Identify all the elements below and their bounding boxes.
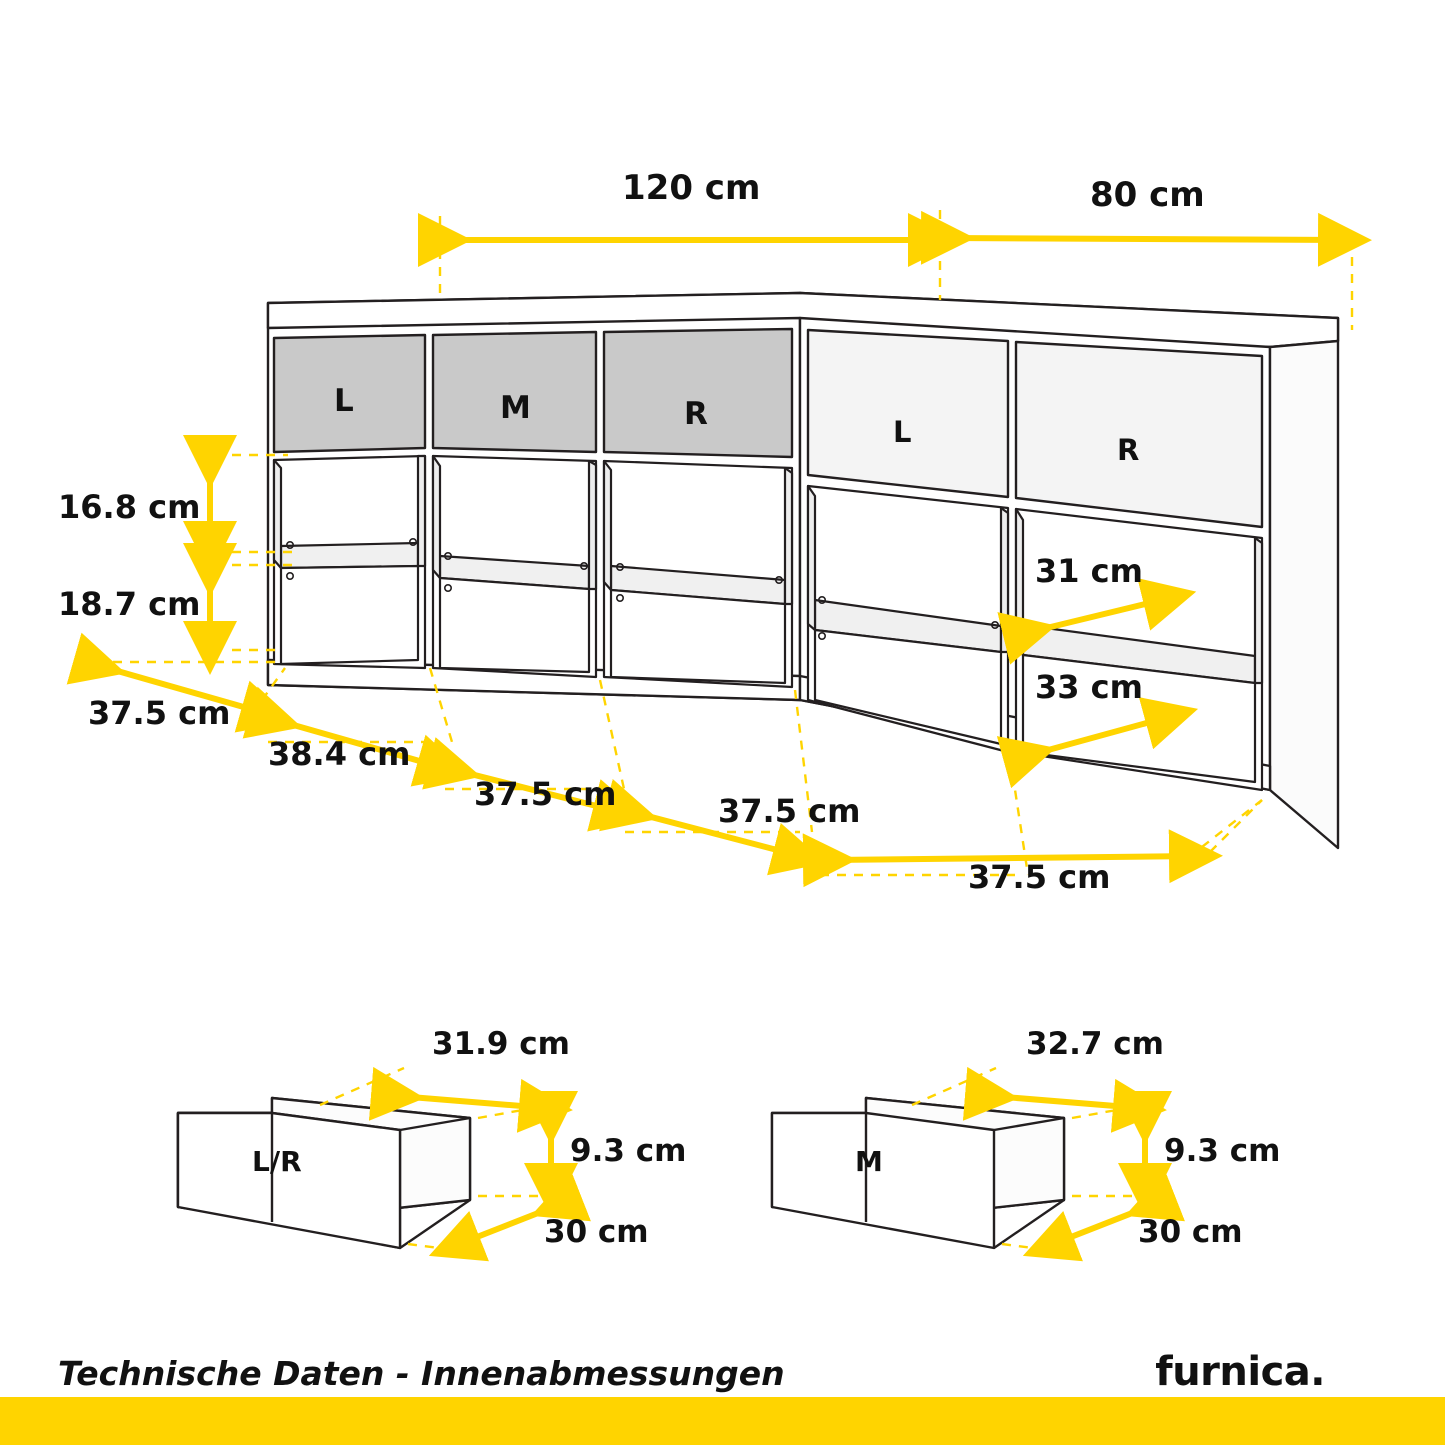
dim-width-right-section: 80 cm [1090,175,1205,215]
dim-compartment-width-1: 37.5 cm [88,694,231,732]
dim-drawer-lr-height: 9.3 cm [570,1133,687,1169]
dim-shelf-height-lower: 18.7 cm [58,585,201,623]
dim-width-left-section: 120 cm [622,168,761,208]
label-drawer-R1: R [684,396,708,432]
label-drawer-M: M [500,390,531,426]
label-drawer-L1: L [334,383,354,419]
label-drawer-detail-m: M [855,1145,883,1178]
dim-compartment-width-5: 37.5 cm [968,858,1111,896]
dim-drawer-m-height: 9.3 cm [1164,1133,1281,1169]
dim-compartment-width-3: 37.5 cm [474,775,617,813]
dim-drawer-m-depth: 30 cm [1138,1214,1243,1250]
label-drawer-detail-lr: L/R [252,1145,302,1178]
dim-compartment-width-4: 37.5 cm [718,792,861,830]
label-drawer-R2: R [1117,433,1140,467]
dim-shelf-height-upper: 16.8 cm [58,488,201,526]
footer-bar [0,1397,1445,1445]
dim-compartment-width-2: 38.4 cm [268,735,411,773]
brand-logo: furnica. [1155,1349,1325,1395]
dim-drawer-lr-width: 31.9 cm [432,1026,570,1062]
footer-title: Technische Daten - Innenabmessungen [58,1354,785,1393]
dim-drawer-lr-depth: 30 cm [544,1214,649,1250]
label-drawer-L2: L [893,415,912,449]
dim-right-compartment-upper: 31 cm [1035,552,1143,590]
dim-drawer-m-width: 32.7 cm [1026,1026,1164,1062]
dim-right-compartment-lower: 33 cm [1035,668,1143,706]
